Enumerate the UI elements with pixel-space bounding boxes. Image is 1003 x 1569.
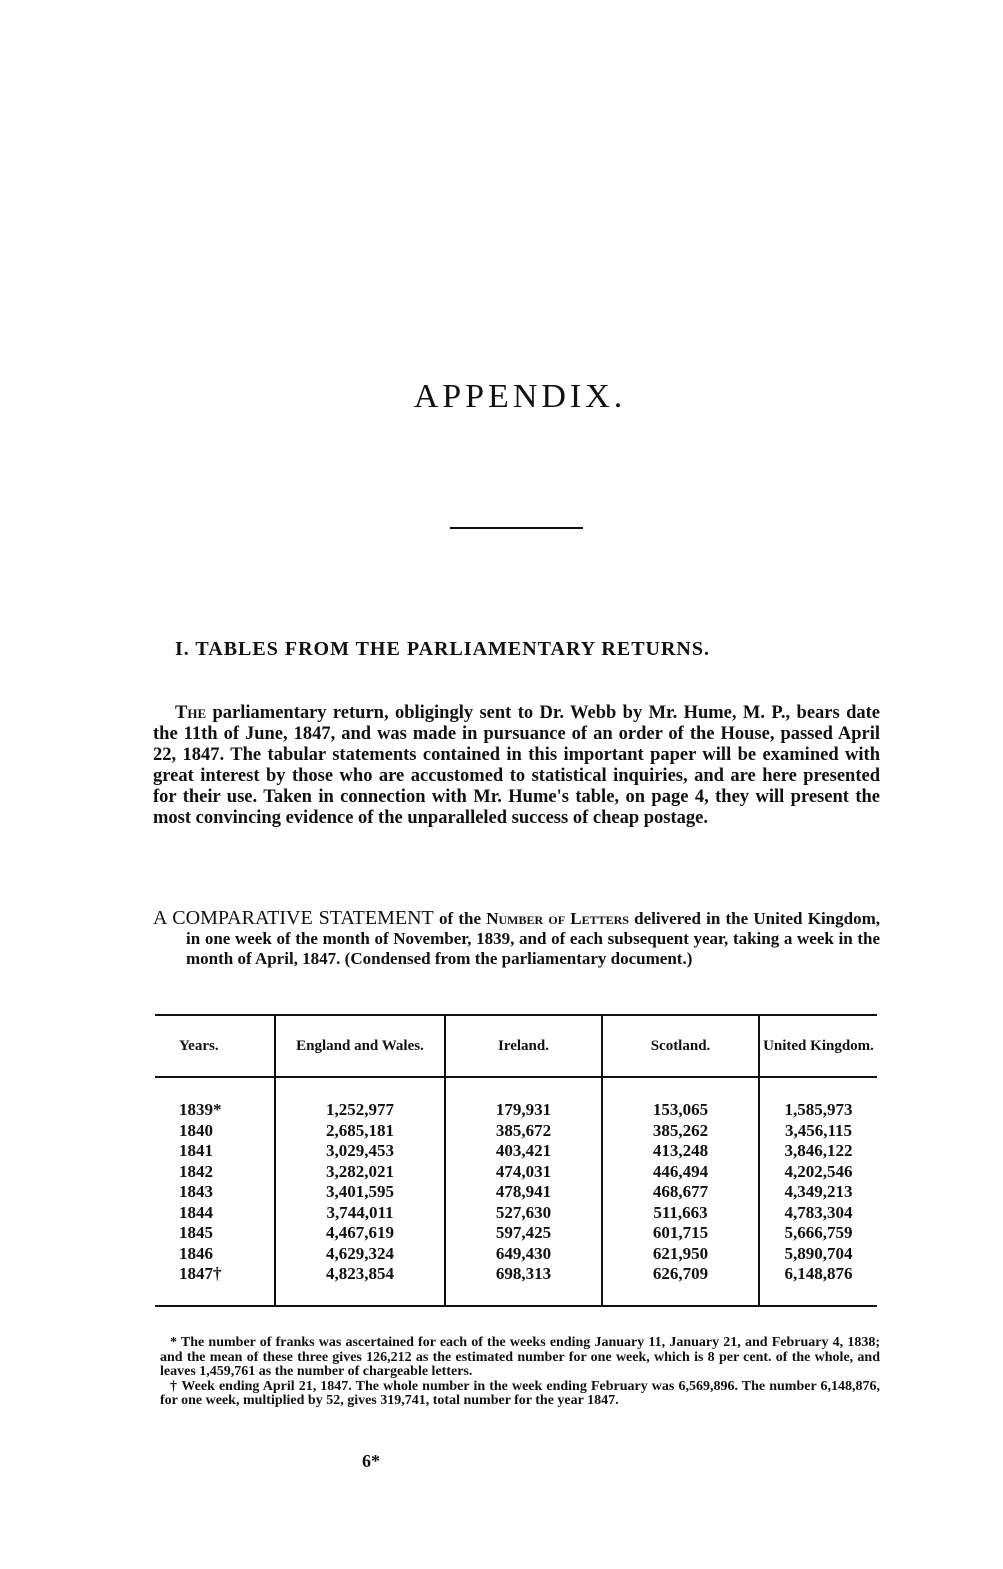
cell-year: 1841 bbox=[179, 1141, 213, 1160]
cell-scotland: 446,494 bbox=[602, 1162, 759, 1183]
cell-england-wales: 4,467,619 bbox=[275, 1223, 445, 1244]
table-row bbox=[155, 1203, 877, 1224]
cell-england-wales: 3,029,453 bbox=[275, 1141, 445, 1162]
cell-scotland: 413,248 bbox=[602, 1141, 759, 1162]
cell-england-wales: 4,823,854 bbox=[275, 1264, 445, 1306]
cell-england-wales: 3,744,011 bbox=[275, 1203, 445, 1224]
paragraph-text: parliamentary return, obligingly sent to Dr. Webb by Mr. Hume, M. P., bears date the 11th of June, 1847, and was made in pursuance of an order of the House, passed April 22, 1847. The tabular statements contained in this important paper will be examined with great interest by those who are accustomed to statistical inquiries, and are here presented for their use. Taken in connection with Mr. Hume's table, on page 4, they will present the most convincing evidence of the unparalleled success of cheap postage. bbox=[153, 703, 880, 828]
cell-ireland: 474,031 bbox=[445, 1162, 602, 1183]
header-ireland: Ireland. bbox=[445, 1015, 602, 1077]
cell-year: 1845 bbox=[179, 1223, 213, 1242]
cell-year: 1842 bbox=[179, 1161, 213, 1181]
cell-scotland: 511,663 bbox=[602, 1203, 759, 1224]
cell-year: 1846 bbox=[179, 1243, 213, 1263]
cell-ireland: 478,941 bbox=[445, 1182, 602, 1203]
cell-year: 1840 bbox=[179, 1120, 213, 1140]
cell-scotland: 601,715 bbox=[602, 1223, 759, 1244]
cell-year: 1844 bbox=[179, 1202, 213, 1222]
cell-united-kingdom: 5,666,759 bbox=[759, 1223, 877, 1244]
table-row bbox=[155, 1264, 877, 1306]
cell-united-kingdom: 4,349,213 bbox=[759, 1182, 877, 1203]
cell-scotland: 385,262 bbox=[602, 1121, 759, 1142]
cell-united-kingdom: 4,202,546 bbox=[759, 1162, 877, 1183]
intro-paragraph bbox=[153, 703, 880, 829]
table-row bbox=[155, 1244, 877, 1265]
cell-united-kingdom: 5,890,704 bbox=[759, 1244, 877, 1265]
caption-of-the: of the bbox=[433, 909, 487, 928]
cell-year: 1839* bbox=[179, 1100, 222, 1119]
paragraph-lead: The bbox=[175, 703, 207, 723]
footnotes bbox=[160, 1336, 880, 1409]
footnote-dagger: † Week ending April 21, 1847. The whole number in the week ending February was 6,569,896. The number 6,148,876, for one week, multiplied by 52, gives 319,741, total number for the year 1847. bbox=[160, 1378, 880, 1408]
cell-united-kingdom: 3,846,122 bbox=[759, 1141, 877, 1162]
footnote-asterisk: * The number of franks was ascertained for each of the weeks ending January 11, January 21, and February 4, 1838; and the mean of these three gives 126,212 as the estimated number for one week, which is 8 per cent. of the whole, and leaves 1,459,761 as the number of chargeable letters. bbox=[160, 1335, 880, 1379]
title-divider bbox=[450, 527, 583, 529]
cell-ireland: 597,425 bbox=[445, 1223, 602, 1244]
cell-ireland: 385,672 bbox=[445, 1121, 602, 1142]
cell-ireland: 403,421 bbox=[445, 1141, 602, 1162]
cell-england-wales: 2,685,181 bbox=[275, 1121, 445, 1142]
table-caption bbox=[153, 908, 880, 969]
table-row bbox=[155, 1223, 877, 1244]
cell-united-kingdom: 1,585,973 bbox=[759, 1077, 877, 1121]
cell-ireland: 179,931 bbox=[445, 1077, 602, 1121]
table-row bbox=[155, 1182, 877, 1203]
cell-scotland: 153,065 bbox=[602, 1077, 759, 1121]
cell-united-kingdom: 4,783,304 bbox=[759, 1203, 877, 1224]
cell-scotland: 626,709 bbox=[602, 1264, 759, 1306]
table-row bbox=[155, 1162, 877, 1183]
cell-scotland: 621,950 bbox=[602, 1244, 759, 1265]
page-number: 6* bbox=[362, 1451, 380, 1471]
caption-smallcaps: Number of Letters bbox=[486, 909, 629, 928]
header-united-kingdom: United Kingdom. bbox=[759, 1015, 877, 1077]
caption-lead: A COMPARATIVE STATEMENT bbox=[153, 907, 434, 929]
letters-table bbox=[155, 1014, 877, 1307]
section-heading: I. TABLES FROM THE PARLIAMENTARY RETURNS. bbox=[175, 638, 710, 660]
header-england-wales: England and Wales. bbox=[275, 1015, 445, 1077]
page-title: APPENDIX. bbox=[413, 378, 627, 415]
caption-text: delivered in the United Kingdom, in one week of the month of November, 1839, and of each subsequent year, taking a week in the month of April, 1847. (Condensed from the parliamentary document.) bbox=[186, 909, 880, 968]
cell-england-wales: 4,629,324 bbox=[275, 1244, 445, 1265]
cell-england-wales: 3,401,595 bbox=[275, 1182, 445, 1203]
table-row bbox=[155, 1121, 877, 1142]
table-header-row bbox=[155, 1015, 877, 1077]
cell-england-wales: 3,282,021 bbox=[275, 1162, 445, 1183]
cell-united-kingdom: 6,148,876 bbox=[759, 1264, 877, 1306]
cell-ireland: 527,630 bbox=[445, 1203, 602, 1224]
cell-scotland: 468,677 bbox=[602, 1182, 759, 1203]
table-row bbox=[155, 1141, 877, 1162]
cell-england-wales: 1,252,977 bbox=[275, 1077, 445, 1121]
cell-ireland: 698,313 bbox=[445, 1264, 602, 1306]
cell-ireland: 649,430 bbox=[445, 1244, 602, 1265]
cell-year: 1847† bbox=[179, 1264, 222, 1283]
cell-united-kingdom: 3,456,115 bbox=[759, 1121, 877, 1142]
cell-year: 1843 bbox=[179, 1182, 213, 1201]
header-years: Years. bbox=[155, 1015, 275, 1077]
table-row bbox=[155, 1077, 877, 1121]
header-scotland: Scotland. bbox=[602, 1015, 759, 1077]
